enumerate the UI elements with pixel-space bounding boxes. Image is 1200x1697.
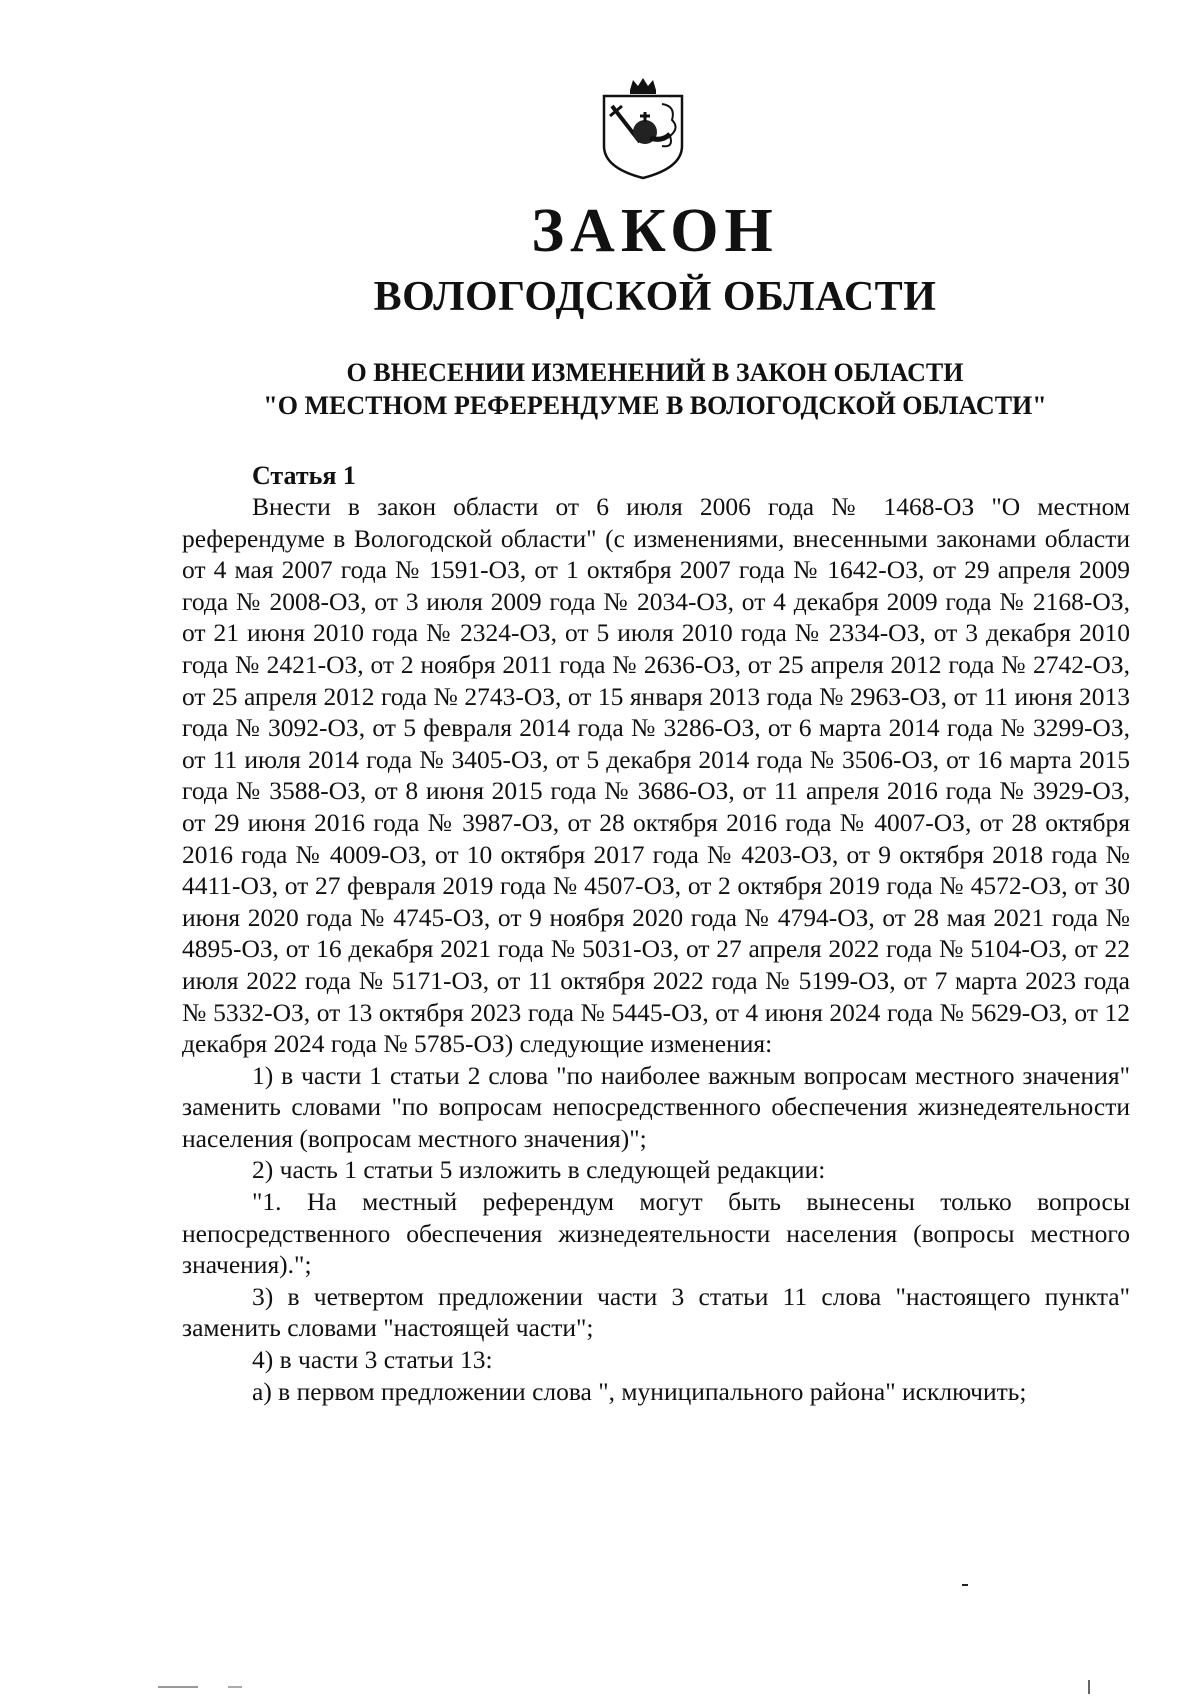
law-title: ЗАКОН xyxy=(531,197,779,265)
scan-mark xyxy=(962,1584,968,1586)
coat-of-arms-icon xyxy=(600,76,686,180)
law-subject xyxy=(0,356,1200,422)
article-paragraph: Внести в закон области от 6 июля 2006 года № 1468-ОЗ "О местном референдуме в Вологодской области" (с изменениями, внесенными законами области от 4 мая 2007 года № 1591-ОЗ, от 1 октября 2007 года № 1642-ОЗ, от 29 апреля 2009 года № 2008-ОЗ, от 3 июля 2009 года № 2034-ОЗ, от 4 декабря 2009 года № 2168-ОЗ, от 21 июня 2010 года № 2324-ОЗ, от 5 июля 2010 года № 2334-ОЗ, от 3 декабря 2010 года № 2421-ОЗ, от 2 ноября 2011 года № 2636-ОЗ, от 25 апреля 2012 года № 2742-ОЗ, от 25 апреля 2012 года № 2743-ОЗ, от 15 января 2013 года № 2963-ОЗ, от 11 июня 2013 года № 3092-ОЗ, от 5 февраля 2014 года № 3286-ОЗ, от 6 марта 2014 года № 3299-ОЗ, от 11 июля 2014 года № 3405-ОЗ, от 5 декабря 2014 года № 3506-ОЗ, от 16 марта 2015 года № 3588-ОЗ, от 8 июня 2015 года № 3686-ОЗ, от 11 апреля 2016 года № 3929-ОЗ, от 29 июня 2016 года № 3987-ОЗ, от 28 октября 2016 года № 4007-ОЗ, от 28 октября 2016 года № 4009-ОЗ, от 10 октября 2017 года № 4203-ОЗ, от 9 октября 2018 года № 4411-ОЗ, от 27 февраля 2019 года № 4507-ОЗ, от 2 октября 2019 года № 4572-ОЗ, от 30 июня 2020 года № 4745-ОЗ, от 9 ноября 2020 года № 4794-ОЗ, от 28 мая 2021 года № 4895-ОЗ, от 16 декабря 2021 года № 5031-ОЗ, от 27 апреля 2022 года № 5104-ОЗ, от 22 июля 2022 года № 5171-ОЗ, от 11 октября 2022 года № 5199-ОЗ, от 7 марта 2023 года № 5332-ОЗ, от 13 октября 2023 года № 5445-ОЗ, от 4 июня 2024 года № 5629-ОЗ, от 12 декабря 2024 года № 5785-ОЗ) следующие изменения: xyxy=(182,492,1130,1059)
law-subject-line: О ВНЕСЕНИИ ИЗМЕНЕНИЙ В ЗАКОН ОБЛАСТИ xyxy=(346,358,964,387)
article-paragraph: 2) часть 1 статьи 5 изложить в следующей редакции: xyxy=(252,1155,826,1185)
scan-artifact xyxy=(1088,1680,1090,1694)
article-paragraph: "1. На местный референдум могут быть вынесены только вопросы непосредственного обеспечения жизнедеятельности населения (вопросы местного значения)."; xyxy=(182,1187,1130,1280)
law-region: ВОЛОГОДСКОЙ ОБЛАСТИ xyxy=(373,274,937,320)
article-title: Статья 1 xyxy=(252,461,356,490)
article-paragraph: 4) в части 3 статьи 13: xyxy=(252,1345,493,1375)
article-paragraph: 1) в части 1 статьи 2 слова "по наиболее важным вопросам местного значения" заменить словами "по вопросам непосредственного обеспечения жизнедеятельности населения (вопросам местного значения)"; xyxy=(182,1060,1130,1153)
law-subject-line: "О МЕСТНОМ РЕФЕРЕНДУМЕ В ВОЛОГОДСКОЙ ОБЛАСТИ" xyxy=(263,391,1047,420)
scan-artifact xyxy=(158,1686,198,1688)
scan-artifact xyxy=(228,1686,242,1688)
article-paragraph: 3) в четвертом предложении части 3 статьи 11 слова "настоящего пункта" заменить словами "настоящей части"; xyxy=(182,1281,1130,1343)
article-body xyxy=(182,491,1130,1407)
article-paragraph: а) в первом предложении слова ", муниципального района" исключить; xyxy=(252,1376,1027,1406)
